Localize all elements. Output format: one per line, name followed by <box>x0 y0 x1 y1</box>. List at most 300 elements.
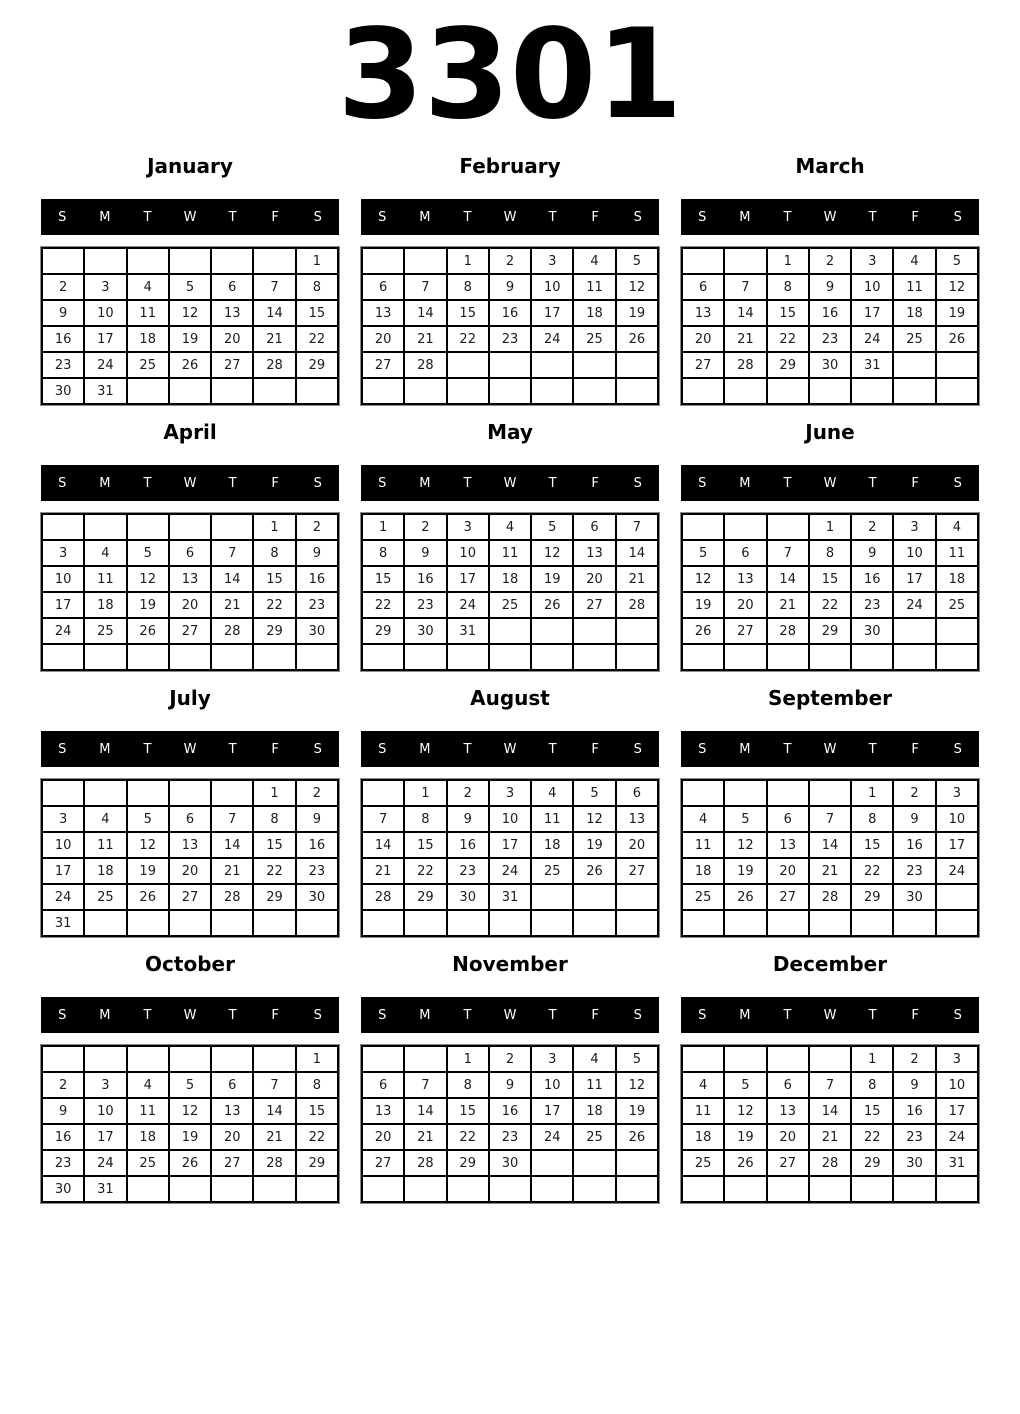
day-cell: 27 <box>767 1150 809 1176</box>
month-name: June <box>805 420 855 445</box>
day-cell: 2 <box>447 780 489 806</box>
week-row <box>362 780 658 806</box>
empty-day-cell <box>253 248 295 274</box>
day-cell: 6 <box>616 780 658 806</box>
empty-day-cell <box>489 378 531 404</box>
day-cell: 27 <box>211 352 253 378</box>
week-row <box>42 248 338 274</box>
day-cell: 1 <box>253 514 295 540</box>
empty-day-cell <box>936 1176 978 1202</box>
day-cell: 15 <box>253 832 295 858</box>
day-cell: 30 <box>296 618 338 644</box>
day-cell: 4 <box>893 248 935 274</box>
day-cell: 16 <box>489 1098 531 1124</box>
week-row <box>362 274 658 300</box>
weekday-label: W <box>823 475 837 491</box>
day-cell: 30 <box>809 352 851 378</box>
empty-day-cell <box>127 644 169 670</box>
day-cell: 26 <box>936 326 978 352</box>
day-cell: 23 <box>404 592 446 618</box>
empty-day-cell <box>127 378 169 404</box>
day-cell: 19 <box>573 832 615 858</box>
day-cell: 23 <box>809 326 851 352</box>
day-cell: 26 <box>169 1150 211 1176</box>
empty-day-cell <box>489 618 531 644</box>
weekday-label: T <box>548 475 557 491</box>
day-cell: 28 <box>809 884 851 910</box>
weekday-label: T <box>228 1007 237 1023</box>
weekday-header-bar <box>41 199 339 235</box>
empty-day-cell <box>573 884 615 910</box>
week-row <box>362 1176 658 1202</box>
day-cell: 2 <box>809 248 851 274</box>
weekday-label: F <box>911 209 919 225</box>
day-cell: 2 <box>893 1046 935 1072</box>
weekday-label: M <box>739 741 751 757</box>
month-day-grid <box>361 247 659 405</box>
day-cell: 23 <box>296 592 338 618</box>
empty-day-cell <box>296 644 338 670</box>
day-cell: 8 <box>447 274 489 300</box>
week-row <box>682 378 978 404</box>
empty-day-cell <box>404 910 446 936</box>
day-cell: 17 <box>531 300 573 326</box>
day-cell: 14 <box>809 1098 851 1124</box>
day-cell: 1 <box>404 780 446 806</box>
empty-day-cell <box>724 644 766 670</box>
day-cell: 6 <box>682 274 724 300</box>
week-row <box>362 352 658 378</box>
weekday-header-bar <box>361 997 659 1033</box>
week-row <box>362 1098 658 1124</box>
day-cell: 31 <box>447 618 489 644</box>
day-cell: 7 <box>253 274 295 300</box>
weekday-label: T <box>143 1007 152 1023</box>
day-cell: 28 <box>809 1150 851 1176</box>
week-row <box>362 1072 658 1098</box>
day-cell: 12 <box>169 300 211 326</box>
weekday-label: M <box>99 475 111 491</box>
day-cell: 20 <box>169 592 211 618</box>
weekday-label: W <box>823 1007 837 1023</box>
day-cell: 9 <box>404 540 446 566</box>
day-cell: 10 <box>893 540 935 566</box>
empty-day-cell <box>127 248 169 274</box>
day-cell: 28 <box>362 884 404 910</box>
day-cell: 26 <box>169 352 211 378</box>
day-cell: 19 <box>169 326 211 352</box>
day-cell: 15 <box>296 1098 338 1124</box>
day-cell: 18 <box>682 858 724 884</box>
day-cell: 18 <box>84 592 126 618</box>
day-cell: 16 <box>809 300 851 326</box>
weekday-label: F <box>271 1007 279 1023</box>
month-september <box>681 686 979 937</box>
weekday-label: T <box>783 475 792 491</box>
day-cell: 26 <box>682 618 724 644</box>
weekday-label: M <box>739 1007 751 1023</box>
day-cell: 10 <box>936 806 978 832</box>
day-cell: 7 <box>362 806 404 832</box>
day-cell: 4 <box>127 1072 169 1098</box>
day-cell: 6 <box>767 806 809 832</box>
day-cell: 19 <box>616 300 658 326</box>
empty-day-cell <box>169 910 211 936</box>
day-cell: 3 <box>893 514 935 540</box>
weekday-label: T <box>783 741 792 757</box>
day-cell: 4 <box>573 1046 615 1072</box>
empty-day-cell <box>531 884 573 910</box>
day-cell: 5 <box>724 1072 766 1098</box>
day-cell: 27 <box>362 1150 404 1176</box>
day-cell: 1 <box>447 248 489 274</box>
day-cell: 30 <box>447 884 489 910</box>
empty-day-cell <box>682 248 724 274</box>
day-cell: 10 <box>531 1072 573 1098</box>
day-cell: 11 <box>127 300 169 326</box>
day-cell: 16 <box>489 300 531 326</box>
day-cell: 20 <box>211 326 253 352</box>
day-cell: 12 <box>127 832 169 858</box>
weekday-label: M <box>419 475 431 491</box>
day-cell: 10 <box>42 566 84 592</box>
week-row <box>682 1046 978 1072</box>
week-row <box>42 806 338 832</box>
empty-day-cell <box>84 910 126 936</box>
weekday-label: T <box>548 209 557 225</box>
day-cell: 13 <box>724 566 766 592</box>
day-cell: 26 <box>616 326 658 352</box>
day-cell: 12 <box>724 832 766 858</box>
week-row <box>362 326 658 352</box>
day-cell: 24 <box>84 1150 126 1176</box>
day-cell: 8 <box>296 1072 338 1098</box>
day-cell: 25 <box>893 326 935 352</box>
empty-day-cell <box>936 644 978 670</box>
day-cell: 13 <box>767 832 809 858</box>
weekday-header-bar <box>361 199 659 235</box>
day-cell: 19 <box>127 592 169 618</box>
day-cell: 2 <box>404 514 446 540</box>
weekday-label: T <box>548 1007 557 1023</box>
day-cell: 15 <box>447 300 489 326</box>
week-row <box>42 592 338 618</box>
month-july <box>41 686 339 937</box>
weekday-label: S <box>953 209 962 225</box>
weekday-label: M <box>99 209 111 225</box>
day-cell: 13 <box>169 566 211 592</box>
empty-day-cell <box>893 378 935 404</box>
day-cell: 16 <box>404 566 446 592</box>
day-cell: 9 <box>893 806 935 832</box>
weekday-label: T <box>548 741 557 757</box>
empty-day-cell <box>724 248 766 274</box>
day-cell: 6 <box>362 1072 404 1098</box>
day-cell: 8 <box>809 540 851 566</box>
empty-day-cell <box>531 1176 573 1202</box>
empty-day-cell <box>936 910 978 936</box>
day-cell: 8 <box>851 1072 893 1098</box>
day-cell: 9 <box>851 540 893 566</box>
day-cell: 8 <box>253 806 295 832</box>
month-day-grid <box>41 513 339 671</box>
week-row <box>362 806 658 832</box>
week-row <box>42 1098 338 1124</box>
day-cell: 8 <box>362 540 404 566</box>
day-cell: 15 <box>447 1098 489 1124</box>
day-cell: 29 <box>809 618 851 644</box>
weekday-label: F <box>911 741 919 757</box>
calendar-months-grid <box>0 154 1020 1203</box>
weekday-label: T <box>868 1007 877 1023</box>
empty-day-cell <box>936 352 978 378</box>
weekday-label: F <box>591 1007 599 1023</box>
empty-day-cell <box>616 910 658 936</box>
month-name: September <box>768 686 892 711</box>
week-row <box>362 644 658 670</box>
day-cell: 6 <box>169 540 211 566</box>
week-row <box>682 858 978 884</box>
empty-day-cell <box>682 644 724 670</box>
day-cell: 29 <box>851 1150 893 1176</box>
day-cell: 10 <box>42 832 84 858</box>
day-cell: 22 <box>253 592 295 618</box>
day-cell: 14 <box>362 832 404 858</box>
day-cell: 14 <box>404 300 446 326</box>
day-cell: 15 <box>362 566 404 592</box>
empty-day-cell <box>531 618 573 644</box>
day-cell: 10 <box>936 1072 978 1098</box>
weekday-label: S <box>378 1007 387 1023</box>
day-cell: 11 <box>127 1098 169 1124</box>
day-cell: 7 <box>767 540 809 566</box>
day-cell: 1 <box>362 514 404 540</box>
empty-day-cell <box>809 910 851 936</box>
day-cell: 6 <box>211 1072 253 1098</box>
day-cell: 23 <box>42 1150 84 1176</box>
day-cell: 26 <box>724 1150 766 1176</box>
empty-day-cell <box>893 352 935 378</box>
day-cell: 17 <box>84 1124 126 1150</box>
day-cell: 11 <box>682 832 724 858</box>
day-cell: 4 <box>682 806 724 832</box>
day-cell: 21 <box>211 858 253 884</box>
week-row <box>42 780 338 806</box>
empty-day-cell <box>724 780 766 806</box>
day-cell: 8 <box>447 1072 489 1098</box>
day-cell: 19 <box>169 1124 211 1150</box>
day-cell: 29 <box>447 1150 489 1176</box>
day-cell: 9 <box>42 1098 84 1124</box>
empty-day-cell <box>851 1176 893 1202</box>
weekday-label: W <box>503 209 517 225</box>
empty-day-cell <box>362 1046 404 1072</box>
empty-day-cell <box>767 910 809 936</box>
day-cell: 3 <box>531 248 573 274</box>
day-cell: 4 <box>489 514 531 540</box>
empty-day-cell <box>84 514 126 540</box>
month-name: March <box>795 154 865 179</box>
day-cell: 20 <box>767 1124 809 1150</box>
weekday-label: W <box>503 741 517 757</box>
day-cell: 27 <box>169 884 211 910</box>
month-name: July <box>169 686 211 711</box>
day-cell: 28 <box>253 1150 295 1176</box>
empty-day-cell <box>362 910 404 936</box>
weekday-label: W <box>503 475 517 491</box>
week-row <box>682 592 978 618</box>
day-cell: 2 <box>296 514 338 540</box>
day-cell: 20 <box>362 326 404 352</box>
day-cell: 11 <box>573 274 615 300</box>
day-cell: 23 <box>447 858 489 884</box>
day-cell: 4 <box>84 806 126 832</box>
day-cell: 5 <box>616 248 658 274</box>
weekday-label: M <box>419 1007 431 1023</box>
empty-day-cell <box>531 378 573 404</box>
week-row <box>362 592 658 618</box>
empty-day-cell <box>616 618 658 644</box>
day-cell: 7 <box>404 1072 446 1098</box>
weekday-label: F <box>591 475 599 491</box>
day-cell: 1 <box>851 1046 893 1072</box>
day-cell: 8 <box>253 540 295 566</box>
weekday-header-bar <box>361 731 659 767</box>
day-cell: 22 <box>404 858 446 884</box>
day-cell: 23 <box>489 1124 531 1150</box>
day-cell: 25 <box>573 326 615 352</box>
day-cell: 12 <box>682 566 724 592</box>
day-cell: 11 <box>531 806 573 832</box>
empty-day-cell <box>127 1046 169 1072</box>
day-cell: 13 <box>169 832 211 858</box>
week-row <box>362 1046 658 1072</box>
empty-day-cell <box>809 378 851 404</box>
weekday-label: F <box>591 741 599 757</box>
weekday-label: T <box>463 1007 472 1023</box>
day-cell: 30 <box>893 1150 935 1176</box>
weekday-label: T <box>463 741 472 757</box>
empty-day-cell <box>447 644 489 670</box>
weekday-label: M <box>739 209 751 225</box>
day-cell: 15 <box>296 300 338 326</box>
weekday-label: S <box>953 1007 962 1023</box>
day-cell: 8 <box>296 274 338 300</box>
week-row <box>42 566 338 592</box>
day-cell: 3 <box>42 540 84 566</box>
day-cell: 2 <box>893 780 935 806</box>
day-cell: 26 <box>616 1124 658 1150</box>
day-cell: 22 <box>851 858 893 884</box>
week-row <box>42 644 338 670</box>
empty-day-cell <box>253 644 295 670</box>
day-cell: 25 <box>936 592 978 618</box>
weekday-label: S <box>313 209 322 225</box>
day-cell: 22 <box>362 592 404 618</box>
empty-day-cell <box>84 1046 126 1072</box>
day-cell: 28 <box>767 618 809 644</box>
day-cell: 28 <box>253 352 295 378</box>
weekday-label: T <box>228 741 237 757</box>
weekday-label: M <box>99 741 111 757</box>
day-cell: 11 <box>573 1072 615 1098</box>
day-cell: 16 <box>447 832 489 858</box>
week-row <box>42 832 338 858</box>
weekday-header-bar <box>41 997 339 1033</box>
day-cell: 18 <box>682 1124 724 1150</box>
day-cell: 13 <box>362 300 404 326</box>
week-row <box>42 1150 338 1176</box>
day-cell: 13 <box>362 1098 404 1124</box>
weekday-label: T <box>228 475 237 491</box>
day-cell: 24 <box>893 592 935 618</box>
day-cell: 14 <box>253 1098 295 1124</box>
day-cell: 25 <box>127 352 169 378</box>
day-cell: 1 <box>296 248 338 274</box>
weekday-label: S <box>633 741 642 757</box>
empty-day-cell <box>893 644 935 670</box>
month-name: January <box>147 154 233 179</box>
day-cell: 20 <box>682 326 724 352</box>
day-cell: 4 <box>573 248 615 274</box>
day-cell: 29 <box>362 618 404 644</box>
weekday-label: S <box>58 475 67 491</box>
empty-day-cell <box>489 910 531 936</box>
month-day-grid <box>681 513 979 671</box>
day-cell: 21 <box>767 592 809 618</box>
week-row <box>682 248 978 274</box>
day-cell: 26 <box>127 618 169 644</box>
empty-day-cell <box>893 618 935 644</box>
day-cell: 19 <box>616 1098 658 1124</box>
week-row <box>362 858 658 884</box>
day-cell: 9 <box>447 806 489 832</box>
day-cell: 13 <box>211 300 253 326</box>
day-cell: 23 <box>42 352 84 378</box>
weekday-label: W <box>503 1007 517 1023</box>
weekday-label: S <box>698 741 707 757</box>
day-cell: 6 <box>767 1072 809 1098</box>
weekday-label: F <box>911 1007 919 1023</box>
week-row <box>682 644 978 670</box>
weekday-label: T <box>868 475 877 491</box>
day-cell: 21 <box>724 326 766 352</box>
week-row <box>682 1124 978 1150</box>
weekday-label: F <box>591 209 599 225</box>
empty-day-cell <box>531 1150 573 1176</box>
day-cell: 23 <box>851 592 893 618</box>
empty-day-cell <box>767 378 809 404</box>
empty-day-cell <box>42 248 84 274</box>
empty-day-cell <box>42 1046 84 1072</box>
empty-day-cell <box>404 378 446 404</box>
day-cell: 9 <box>42 300 84 326</box>
empty-day-cell <box>573 1150 615 1176</box>
empty-day-cell <box>724 1046 766 1072</box>
week-row <box>362 884 658 910</box>
day-cell: 25 <box>682 1150 724 1176</box>
day-cell: 26 <box>127 884 169 910</box>
empty-day-cell <box>809 644 851 670</box>
month-day-grid <box>361 779 659 937</box>
empty-day-cell <box>211 248 253 274</box>
weekday-label: M <box>739 475 751 491</box>
week-row <box>362 248 658 274</box>
week-row <box>682 1150 978 1176</box>
day-cell: 31 <box>851 352 893 378</box>
day-cell: 24 <box>531 1124 573 1150</box>
weekday-label: S <box>633 475 642 491</box>
